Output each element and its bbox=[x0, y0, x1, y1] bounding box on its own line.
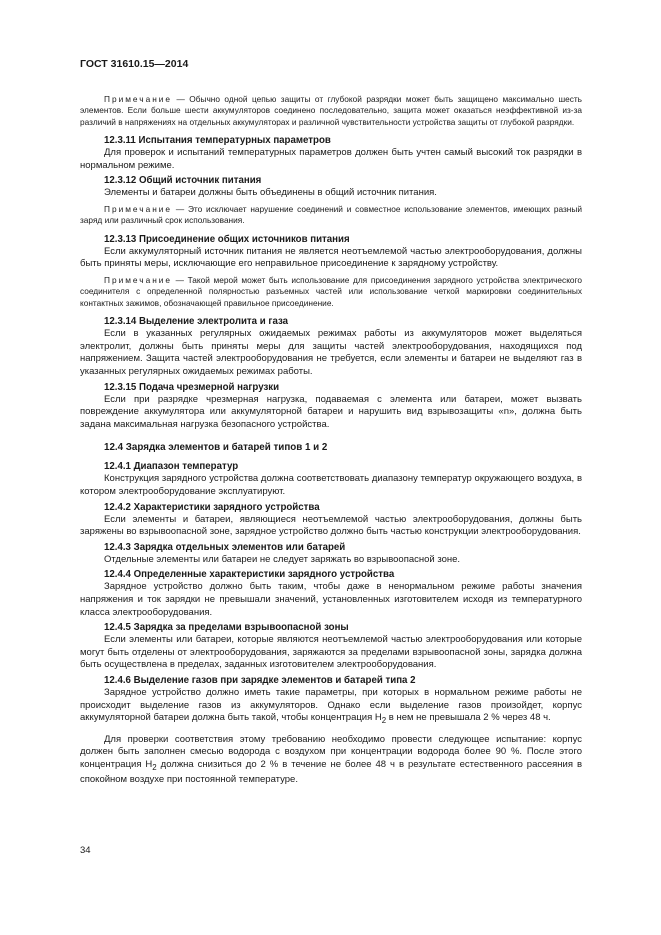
section-12-4-3-body: Отдельные элементы или батареи не следует заряжать во взрывоопасной зоне. bbox=[104, 553, 461, 565]
section-12-4-heading: 12.4 Зарядка элементов и батарей типов 1 и 2 bbox=[104, 442, 328, 454]
section-12-3-14-heading: 12.3.14 Выделение электролита и газа bbox=[104, 316, 289, 328]
section-12-3-13-body: Если аккумуляторный источник питания не является неотъемлемой частью электрооборудования, должны быть приняты меры, исключающие его неправильное присоединение к зарядному устройству. bbox=[80, 245, 582, 270]
note-label: Примечание bbox=[104, 94, 173, 104]
subscript: 2 bbox=[152, 762, 157, 772]
section-12-3-12-body: Элементы и батареи должны быть объединены в общий источник питания. bbox=[104, 187, 437, 199]
note-connection bbox=[80, 275, 582, 309]
note-deep-discharge bbox=[80, 94, 582, 128]
body-text: должна снизиться до 2 % в течение не более 48 ч в результате естественного рассеяния в спокойном воздухе при постоянной температуре. bbox=[80, 758, 583, 786]
section-12-4-1-heading: 12.4.1 Диапазон температур bbox=[104, 461, 239, 473]
note-label: Примечание bbox=[104, 275, 173, 285]
section-12-3-12-heading: 12.3.12 Общий источник питания bbox=[104, 175, 262, 187]
note-label: Примечание bbox=[104, 204, 173, 214]
body-text: в нем не превышала 2 % через 48 ч. bbox=[386, 712, 551, 724]
note-text: — Обычно одной цепью защиты от глубокой разрядки может быть защищено максимально шесть элементов. Если больше шести аккумуляторов соединено последовательно, защита может оказаться неэффективной из-за различий в напряжениях на отдельных аккумуляторах и различной чувствительности устройства защиты от глубокой разрядки. bbox=[80, 94, 582, 127]
section-12-4-5-body: Если элементы или батареи, которые являются неотъемлемой частью электрооборудования или которые могут быть отделены от электрооборудования, заряжаются за пределами взрывоопасной зоны, зарядка должна быть осуществлена в пределах, заданных изготовителем электрооборудования. bbox=[80, 634, 582, 671]
note-text: — Такой мерой может быть использование для присоединения зарядного устройства электрического соединителя с определенной полярностью разъемных частей или использование четкой маркировки соединительных контактных зажимов, обозначающей правильное присоединение. bbox=[80, 275, 582, 308]
section-12-4-4-heading: 12.4.4 Определенные характеристики зарядного устройства bbox=[104, 569, 395, 581]
section-12-4-6-body-1 bbox=[80, 687, 582, 728]
section-12-4-6-heading: 12.4.6 Выделение газов при зарядке элементов и батарей типа 2 bbox=[104, 674, 416, 686]
section-12-3-14-body: Если в указанных регулярных ожидаемых режимах работы из аккумуляторов может выделяться электролит, должны быть приняты меры для защиты частей электрооборудования, находящихся под напряжением. Защита частей электрооборудования не требуется, если элементы и батареи не выделяют газ в указанных регулярных ожидаемых режимах работы. bbox=[80, 328, 582, 377]
section-12-4-4-body: Зарядное устройство должно быть таким, чтобы даже в ненормальном режиме работы значения напряжения и ток зарядки не превышали значений, установленных изготовителем исходя из температурного класса электрооборудования. bbox=[80, 581, 582, 618]
page-number: 34 bbox=[80, 845, 91, 856]
note-common-source bbox=[80, 204, 582, 227]
section-12-4-2-body: Если элементы и батареи, являющиеся неотъемлемой частью электрооборудования, должны быть заряжены во взрывоопасной зоне, зарядное устройство должно быть частью конструкции электрооборудования. bbox=[80, 513, 582, 538]
document-header: ГОСТ 31610.15—2014 bbox=[80, 58, 189, 70]
section-12-4-5-heading: 12.4.5 Зарядка за пределами взрывоопасной зоны bbox=[104, 622, 349, 634]
subscript: 2 bbox=[381, 715, 387, 725]
section-12-4-6-body-2 bbox=[80, 734, 582, 787]
note-text: — Это исключает нарушение соединений и совместное использование элементов, имеющих разный заряд или различный срок использования. bbox=[80, 204, 582, 226]
body-text: Для проверки соответствия этому требованию необходимо провести следующее испытание: корпус должен быть заполнен смесью водорода с воздухом при концентрации водорода более 90 %. После этого концентрация H bbox=[80, 733, 582, 770]
section-12-3-13-heading: 12.3.13 Присоединение общих источников питания bbox=[104, 233, 350, 245]
section-12-4-2-heading: 12.4.2 Характеристики зарядного устройства bbox=[104, 501, 320, 513]
section-12-4-3-heading: 12.4.3 Зарядка отдельных элементов или батарей bbox=[104, 541, 346, 553]
section-12-4-1-body: Конструкция зарядного устройства должна соответствовать диапазону температур окружающего воздуха, в котором электрооборудование эксплуатируют. bbox=[80, 473, 582, 497]
section-12-3-11-heading: 12.3.11 Испытания температурных параметров bbox=[104, 135, 331, 147]
section-12-3-15-heading: 12.3.15 Подача чрезмерной нагрузки bbox=[104, 381, 280, 393]
document-page bbox=[80, 58, 582, 787]
section-12-3-11-body: Для проверок и испытаний температурных параметров должен быть учтен самый высокий ток разрядки в нормальном режиме. bbox=[80, 147, 582, 171]
body-text: Зарядное устройство должно иметь такие параметры, при которых в нормальном режиме работы не происходит выделение газов из аккумуляторов. Однако если выделение газов произойдет, корпус аккумуляторной батареи должна быть такой, чтобы концентрация H bbox=[80, 686, 582, 724]
section-12-3-15-body: Если при разрядке чрезмерная нагрузка, подаваемая с элемента или батареи, может вызвать повреждение аккумулятора или аккумуляторной батареи и нарушить вид взрывозащиты «n», должна быть задана максимальная нагрузка безопасного устройства. bbox=[80, 393, 582, 430]
